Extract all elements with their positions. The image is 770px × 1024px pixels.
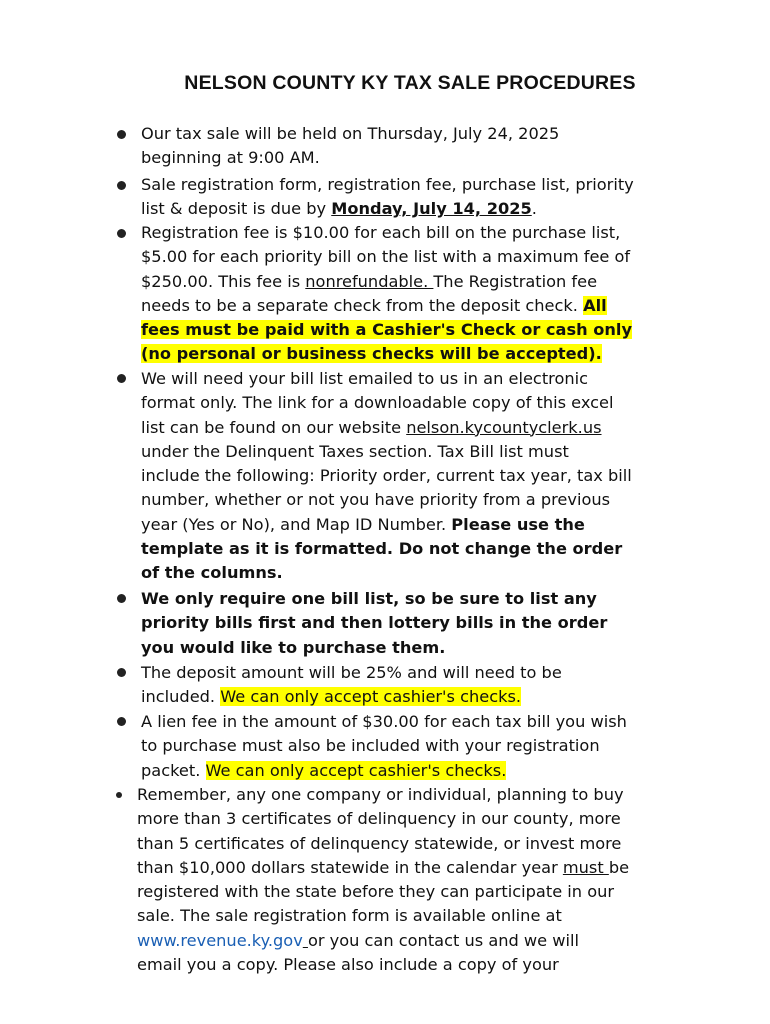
website-link[interactable]: nelson.kycountyclerk.us xyxy=(406,417,602,437)
text-line: Registration fee is $10.00 for each bill on the purchase list, xyxy=(141,223,621,242)
text-line: $5.00 for each priority bill on the list with a maximum fee of xyxy=(141,247,631,267)
list-item xyxy=(141,173,634,222)
text-line: needs to be a separate check from the deposit check. xyxy=(141,295,584,315)
payment-warning: fees must be paid with a Cashier's Check or cash only xyxy=(141,320,632,340)
list-item xyxy=(137,783,629,977)
text-line: template as it is formatted. Do not change the order xyxy=(141,539,623,559)
text-line: priority bills first and then lottery bills in the order xyxy=(141,613,608,633)
text-line: sale. The sale registration form is available online at xyxy=(137,906,562,926)
list-item xyxy=(141,661,562,710)
bullet-icon xyxy=(117,594,126,603)
text-line: Please use the xyxy=(451,514,585,534)
page-title: NELSON COUNTY KY TAX SALE PROCEDURES xyxy=(184,72,636,94)
text-line: year (Yes or No), and Map ID Number. xyxy=(141,514,452,534)
revenue-link[interactable]: www.revenue.ky.gov xyxy=(137,930,303,950)
checks-warning: We can only accept cashier's checks. xyxy=(205,760,507,780)
text-line: number, whether or not you have priority from a previous xyxy=(141,490,611,510)
list-item-text: beginning at 9:00 AM. xyxy=(141,148,320,168)
list-item-text: Sale registration form, registration fee, purchase list, priority xyxy=(141,175,634,194)
text-line: Remember, any one company or individual, planning to buy xyxy=(137,785,624,804)
text-line: than 5 certificates of delinquency statewide, or invest more xyxy=(137,833,622,853)
text-line: The deposit amount will be 25% and will need to be xyxy=(141,663,562,682)
text-line: to purchase must also be included with your registration xyxy=(141,736,600,756)
text-line: than $10,000 dollars statewide in the calendar year xyxy=(137,857,563,877)
text-line: list can be found on our website xyxy=(141,417,407,437)
text-line: you would like to purchase them. xyxy=(141,637,446,657)
checks-warning: We can only accept cashier's checks. xyxy=(220,687,522,707)
text-line: We only require one bill list, so be sure to list any xyxy=(141,589,597,608)
bullet-icon xyxy=(117,181,126,190)
bullet-icon xyxy=(117,374,126,383)
text-line: be xyxy=(608,857,630,877)
list-item-text: Our tax sale will be held on Thursday, July 24, 2025 xyxy=(141,124,560,143)
text-line: registered with the state before they can participate in our xyxy=(137,882,615,902)
text-line: A lien fee in the amount of $30.00 for each tax bill you wish xyxy=(141,712,627,731)
text-line: email you a copy. Please also include a copy of your xyxy=(137,955,559,975)
nonrefundable-note: nonrefundable. xyxy=(305,271,434,291)
bullet-icon xyxy=(116,792,122,798)
text-line: . xyxy=(531,199,537,219)
text-line: We will need your bill list emailed to us in an electronic xyxy=(141,369,589,388)
text-line: list & deposit is due by xyxy=(141,199,332,219)
text-line: must xyxy=(562,857,609,877)
list-item xyxy=(141,587,607,660)
text-line: under the Delinquent Taxes section. Tax Bill list must xyxy=(141,441,569,461)
text-line: $250.00. This fee is xyxy=(141,271,306,291)
text-line: included. xyxy=(141,687,221,707)
bullet-icon xyxy=(117,229,126,238)
text-line: format only. The link for a downloadable copy of this excel xyxy=(141,393,614,413)
text-line: All xyxy=(583,295,607,315)
text-line: or you can contact us and we will xyxy=(307,930,579,950)
text-line: packet. xyxy=(141,760,206,780)
text-line: The Registration fee xyxy=(433,271,598,291)
bullet-icon xyxy=(117,668,126,677)
list-item xyxy=(141,710,627,783)
text-line: include the following: Priority order, current tax year, tax bill xyxy=(141,466,632,486)
text-line: of the columns. xyxy=(141,563,283,583)
text-line: more than 3 certificates of delinquency in our county, more xyxy=(137,809,621,829)
list-item xyxy=(141,221,632,367)
list-item xyxy=(141,367,632,586)
text-line: (no personal or business checks will be accepted). xyxy=(141,344,602,364)
list-item xyxy=(141,122,559,171)
bullet-icon xyxy=(117,130,126,139)
bullet-icon xyxy=(117,717,126,726)
deadline-date: Monday, July 14, 2025 xyxy=(331,199,532,219)
